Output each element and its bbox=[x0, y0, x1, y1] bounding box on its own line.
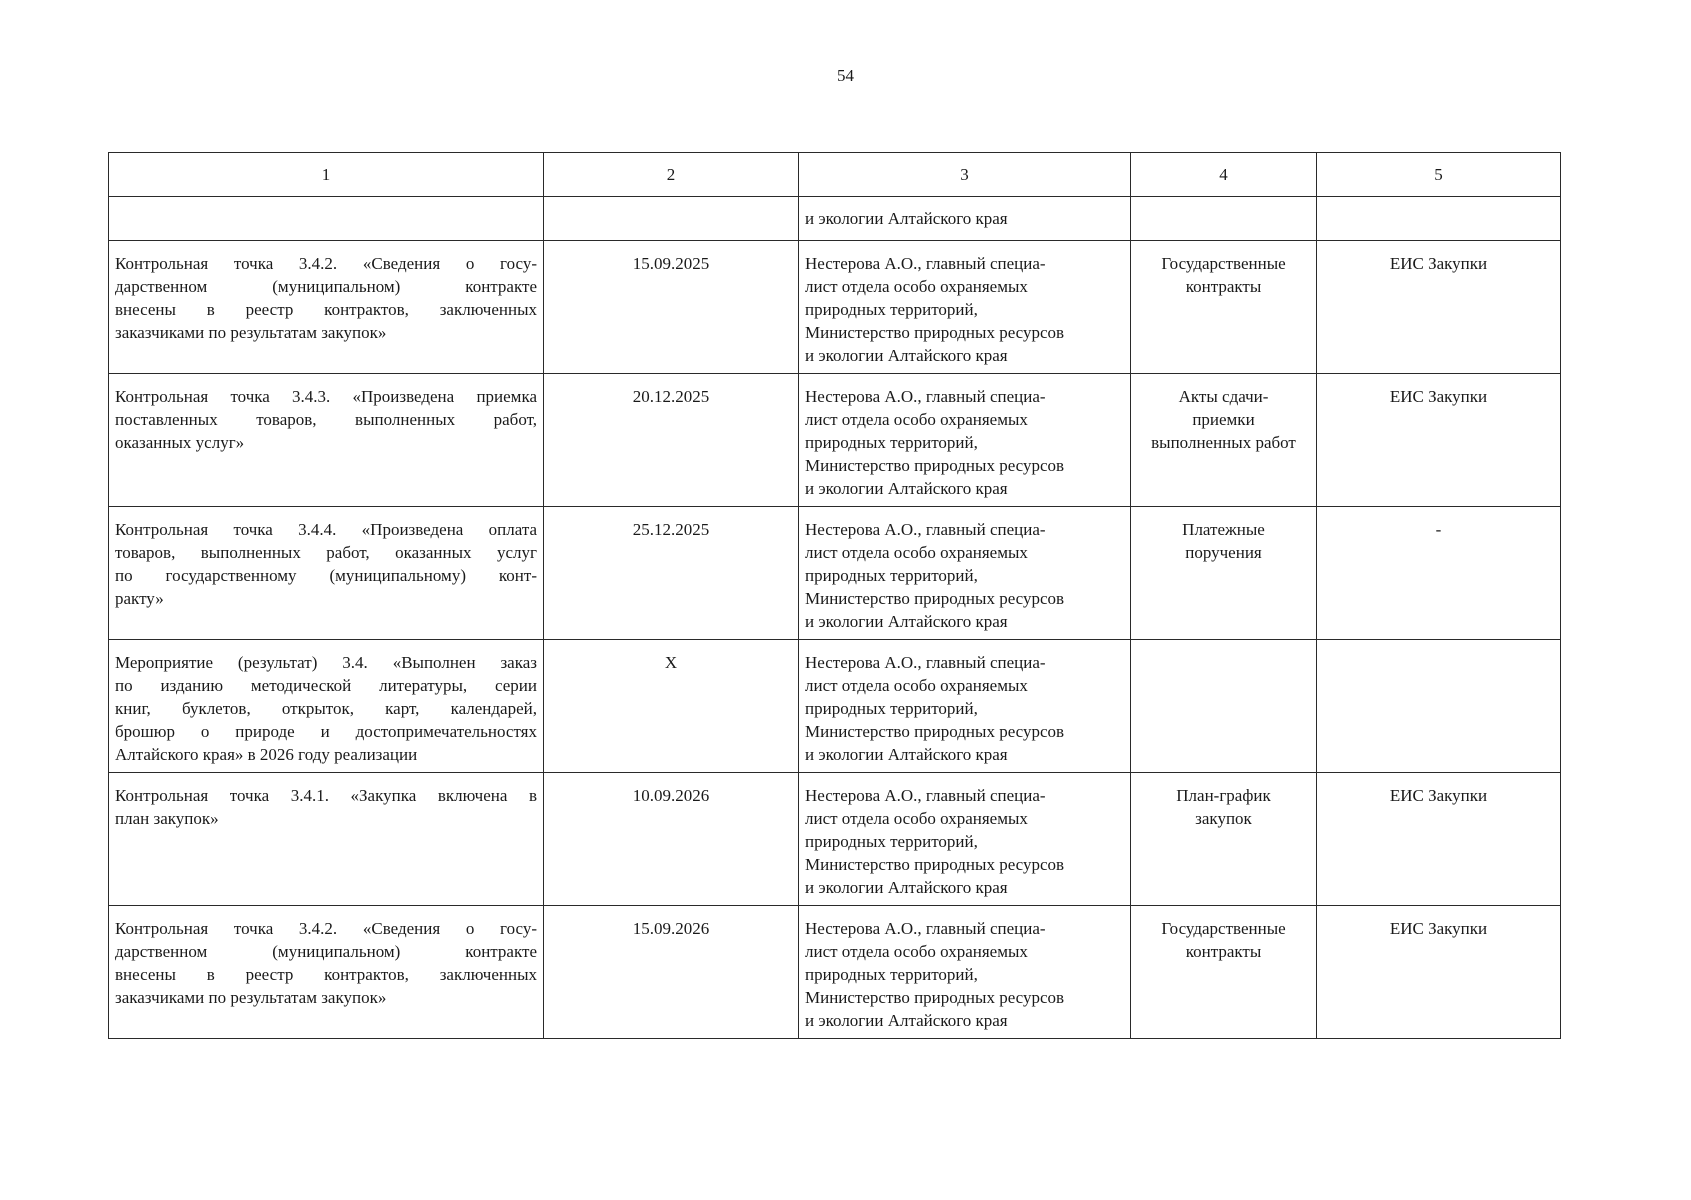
cell-document bbox=[1131, 906, 1317, 1039]
cell-line: внесены в реестр контрактов, заключенных bbox=[115, 965, 537, 984]
cell-line: книг, буклетов, открыток, карт, календарей, bbox=[115, 699, 537, 718]
cell-system: - bbox=[1317, 507, 1561, 640]
cell-responsible bbox=[799, 241, 1131, 374]
cell-line: природных территорий, bbox=[805, 433, 978, 452]
cell-line: Государственные bbox=[1161, 254, 1286, 273]
cell-line: Платежные bbox=[1182, 520, 1265, 539]
cell-line: лист отдела особо охраняемых bbox=[805, 809, 1028, 828]
table-row bbox=[109, 241, 1561, 374]
cell-document bbox=[1131, 374, 1317, 507]
cell-date: 15.09.2026 bbox=[544, 906, 799, 1039]
cell-line: Нестерова А.О., главный специа- bbox=[805, 786, 1046, 805]
cell-line: лист отдела особо охраняемых bbox=[805, 277, 1028, 296]
cell-line: по государственному (муниципальному) конт- bbox=[115, 566, 537, 585]
cell-line: контракты bbox=[1185, 277, 1262, 296]
cell-document bbox=[1131, 197, 1317, 241]
cell-line: Министерство природных ресурсов bbox=[805, 323, 1065, 342]
cell-line: по изданию методической литературы, серии bbox=[115, 676, 537, 695]
page-number: 54 bbox=[837, 66, 854, 85]
cell-line: Министерство природных ресурсов bbox=[805, 988, 1065, 1007]
cell-line: Контрольная точка 3.4.3. «Произведена приемка bbox=[115, 387, 537, 406]
cell-line: Контрольная точка 3.4.2. «Сведения о госу- bbox=[115, 919, 537, 938]
cell-line: Контрольная точка 3.4.1. «Закупка включена в bbox=[115, 786, 537, 805]
cell-name bbox=[109, 640, 544, 773]
cell-line: природных территорий, bbox=[805, 300, 978, 319]
cell-line: природных территорий, bbox=[805, 566, 978, 585]
table-row bbox=[109, 773, 1561, 906]
cell-date bbox=[544, 197, 799, 241]
cell-system: ЕИС Закупки bbox=[1317, 374, 1561, 507]
cell-responsible bbox=[799, 507, 1131, 640]
column-header-1: 1 bbox=[109, 153, 544, 197]
cell-line: Контрольная точка 3.4.2. «Сведения о госу- bbox=[115, 254, 537, 273]
cell-line: закупок bbox=[1195, 809, 1252, 828]
cell-line: поставленных товаров, выполненных работ, bbox=[115, 410, 537, 429]
cell-line: Нестерова А.О., главный специа- bbox=[805, 919, 1046, 938]
cell-name bbox=[109, 507, 544, 640]
table-body bbox=[109, 197, 1561, 1039]
table-row bbox=[109, 374, 1561, 507]
cell-document bbox=[1131, 241, 1317, 374]
cell-document bbox=[1131, 507, 1317, 640]
cell-name bbox=[109, 906, 544, 1039]
cell-line: лист отдела особо охраняемых bbox=[805, 942, 1028, 961]
cell-line: Министерство природных ресурсов bbox=[805, 855, 1065, 874]
continuation-row bbox=[109, 197, 1561, 241]
measures-table bbox=[108, 152, 1561, 1039]
cell-line: Министерство природных ресурсов bbox=[805, 456, 1065, 475]
cell-name bbox=[109, 197, 544, 241]
table-row bbox=[109, 906, 1561, 1039]
table-row bbox=[109, 507, 1561, 640]
cell-line: Акты сдачи- bbox=[1178, 387, 1269, 406]
cell-system bbox=[1317, 640, 1561, 773]
table-header bbox=[109, 153, 1561, 197]
cell-line: заказчиками по результатам закупок» bbox=[115, 323, 387, 342]
cell-line: заказчиками по результатам закупок» bbox=[115, 988, 387, 1007]
cell-line: дарственном (муниципальном) контракте bbox=[115, 277, 537, 296]
cell-line: контракты bbox=[1185, 942, 1262, 961]
cell-line: Нестерова А.О., главный специа- bbox=[805, 653, 1046, 672]
cell-system: ЕИС Закупки bbox=[1317, 241, 1561, 374]
cell-line: природных территорий, bbox=[805, 832, 978, 851]
cell-name bbox=[109, 773, 544, 906]
cell-line: Государственные bbox=[1161, 919, 1286, 938]
cell-line: Министерство природных ресурсов bbox=[805, 722, 1065, 741]
cell-line: оказанных услуг» bbox=[115, 433, 245, 452]
cell-responsible bbox=[799, 640, 1131, 773]
cell-responsible bbox=[799, 773, 1131, 906]
cell-responsible bbox=[799, 906, 1131, 1039]
cell-system: ЕИС Закупки bbox=[1317, 906, 1561, 1039]
cell-line: план закупок» bbox=[115, 809, 219, 828]
column-header-4: 4 bbox=[1131, 153, 1317, 197]
cell-line: Контрольная точка 3.4.4. «Произведена оплата bbox=[115, 520, 537, 539]
cell-line: и экологии Алтайского края bbox=[805, 745, 1008, 764]
cell-responsible bbox=[799, 374, 1131, 507]
cell-responsible: и экологии Алтайского края bbox=[799, 197, 1131, 241]
cell-line: и экологии Алтайского края bbox=[805, 479, 1008, 498]
cell-line: товаров, выполненных работ, оказанных услуг bbox=[115, 543, 537, 562]
cell-line: Нестерова А.О., главный специа- bbox=[805, 520, 1046, 539]
cell-line: План-график bbox=[1176, 786, 1271, 805]
cell-line: и экологии Алтайского края bbox=[805, 878, 1008, 897]
cell-line: выполненных работ bbox=[1151, 433, 1296, 452]
cell-line: лист отдела особо охраняемых bbox=[805, 543, 1028, 562]
cell-line: приемки bbox=[1192, 410, 1255, 429]
cell-line: дарственном (муниципальном) контракте bbox=[115, 942, 537, 961]
cell-line: и экологии Алтайского края bbox=[805, 346, 1008, 365]
cell-system: ЕИС Закупки bbox=[1317, 773, 1561, 906]
cell-line: брошюр о природе и достопримечательностях bbox=[115, 722, 537, 741]
cell-line: Мероприятие (результат) 3.4. «Выполнен заказ bbox=[115, 653, 537, 672]
cell-document bbox=[1131, 640, 1317, 773]
cell-date: X bbox=[544, 640, 799, 773]
cell-line: Алтайского края» в 2026 году реализации bbox=[115, 745, 418, 764]
cell-line: ракту» bbox=[115, 589, 164, 608]
cell-date: 20.12.2025 bbox=[544, 374, 799, 507]
cell-date: 10.09.2026 bbox=[544, 773, 799, 906]
cell-date: 15.09.2025 bbox=[544, 241, 799, 374]
cell-line: Нестерова А.О., главный специа- bbox=[805, 254, 1046, 273]
cell-line: лист отдела особо охраняемых bbox=[805, 410, 1028, 429]
cell-line: и экологии Алтайского края bbox=[805, 1011, 1008, 1030]
cell-date: 25.12.2025 bbox=[544, 507, 799, 640]
cell-line: внесены в реестр контрактов, заключенных bbox=[115, 300, 537, 319]
cell-line: Нестерова А.О., главный специа- bbox=[805, 387, 1046, 406]
cell-line: природных территорий, bbox=[805, 965, 978, 984]
table-row bbox=[109, 640, 1561, 773]
cell-document bbox=[1131, 773, 1317, 906]
cell-name bbox=[109, 241, 544, 374]
cell-line: поручения bbox=[1185, 543, 1262, 562]
cell-line: лист отдела особо охраняемых bbox=[805, 676, 1028, 695]
cell-name bbox=[109, 374, 544, 507]
cell-line: Министерство природных ресурсов bbox=[805, 589, 1065, 608]
column-header-2: 2 bbox=[544, 153, 799, 197]
cell-system bbox=[1317, 197, 1561, 241]
cell-line: природных территорий, bbox=[805, 699, 978, 718]
column-header-3: 3 bbox=[799, 153, 1131, 197]
header-row bbox=[109, 153, 1561, 197]
column-header-5: 5 bbox=[1317, 153, 1561, 197]
cell-line: и экологии Алтайского края bbox=[805, 612, 1008, 631]
